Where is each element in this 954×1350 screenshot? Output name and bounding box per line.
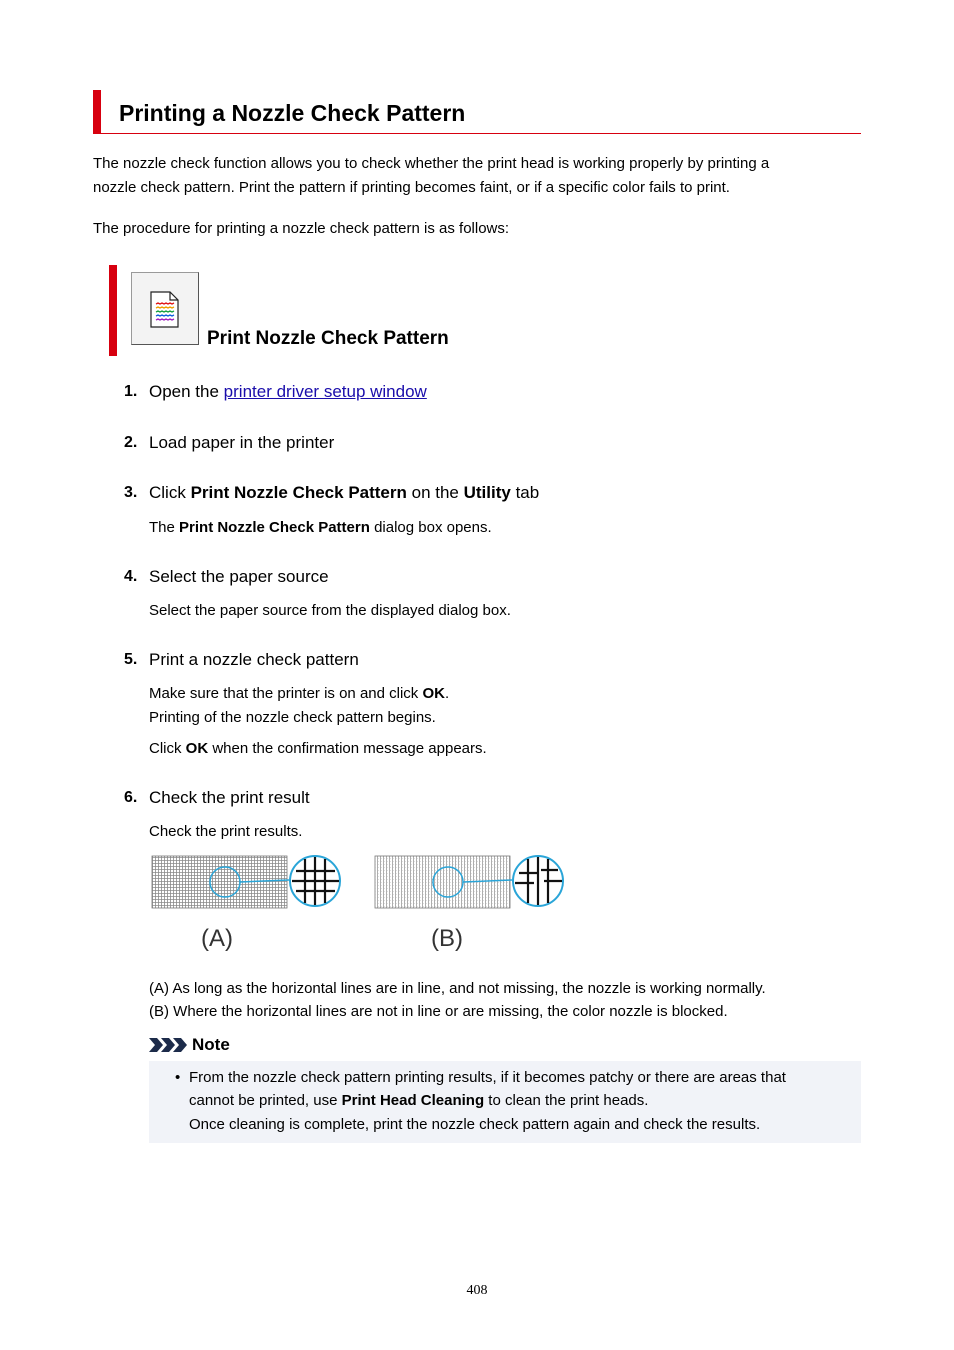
step-6-detail: Check the print results. bbox=[149, 823, 303, 840]
pattern-a bbox=[152, 856, 340, 908]
procedure-intro: The procedure for printing a nozzle check pattern is as follows: bbox=[93, 220, 510, 237]
step-3-detail: The Print Nozzle Check Pattern dialog box opens. bbox=[149, 519, 492, 536]
label-a: (A) bbox=[201, 925, 233, 952]
title-underline bbox=[93, 133, 861, 134]
step-5-detail-1: Make sure that the printer is on and click OK. bbox=[149, 685, 450, 702]
step-6-text: Check the print result bbox=[149, 788, 310, 807]
result-a-text: (A) As long as the horizontal lines are in line, and not missing, the nozzle is working normally. bbox=[149, 980, 766, 997]
step-4-detail: Select the paper source from the displayed dialog box. bbox=[149, 602, 511, 619]
step-number: 1. bbox=[124, 383, 138, 400]
step-4-text: Select the paper source bbox=[149, 567, 329, 586]
note-line-2: cannot be printed, use Print Head Cleaning to clean the print heads. bbox=[189, 1092, 649, 1109]
label-b: (B) bbox=[431, 925, 463, 952]
title-accent-bar bbox=[93, 90, 101, 134]
note-chevrons-icon bbox=[149, 1037, 189, 1058]
step-number: 6. bbox=[124, 789, 138, 806]
section-accent-bar bbox=[109, 265, 117, 356]
step-5-detail-2: Printing of the nozzle check pattern begins. bbox=[149, 709, 436, 726]
nozzle-check-result-figure bbox=[149, 851, 569, 960]
note-label: Note bbox=[192, 1035, 230, 1054]
step-number: 4. bbox=[124, 568, 138, 585]
page-number: 408 bbox=[466, 1283, 488, 1298]
step-3-text: Click Print Nozzle Check Pattern on the Utility tab bbox=[149, 483, 540, 502]
step-5-detail-3: Click OK when the confirmation message appears. bbox=[149, 740, 487, 757]
page-title: Printing a Nozzle Check Pattern bbox=[119, 100, 466, 126]
step-2-text: Load paper in the printer bbox=[149, 433, 335, 452]
printer-driver-setup-link[interactable]: printer driver setup window bbox=[223, 382, 427, 401]
section-title: Print Nozzle Check Pattern bbox=[207, 328, 449, 349]
step-1-text: Open the printer driver setup window bbox=[149, 382, 427, 401]
note-line-1: From the nozzle check pattern printing results, if it becomes patchy or there are areas that bbox=[189, 1069, 786, 1086]
step-number: 3. bbox=[124, 484, 138, 501]
result-b-text: (B) Where the horizontal lines are not in line or are missing, the color nozzle is blocked. bbox=[149, 1003, 728, 1020]
step-number: 5. bbox=[124, 651, 138, 668]
pattern-b bbox=[375, 856, 563, 908]
step-5-text: Print a nozzle check pattern bbox=[149, 650, 359, 669]
nozzle-check-pattern-icon bbox=[131, 272, 199, 345]
intro-paragraph: The nozzle check function allows you to check whether the print head is working properly by printing a nozzle check pattern. Print the pattern if printing becomes faint, or if a specific color fails to print. bbox=[93, 155, 770, 196]
note-line-3: Once cleaning is complete, print the nozzle check pattern again and check the results. bbox=[189, 1116, 761, 1133]
note-bullet: • bbox=[175, 1069, 181, 1086]
step-number: 2. bbox=[124, 434, 138, 451]
